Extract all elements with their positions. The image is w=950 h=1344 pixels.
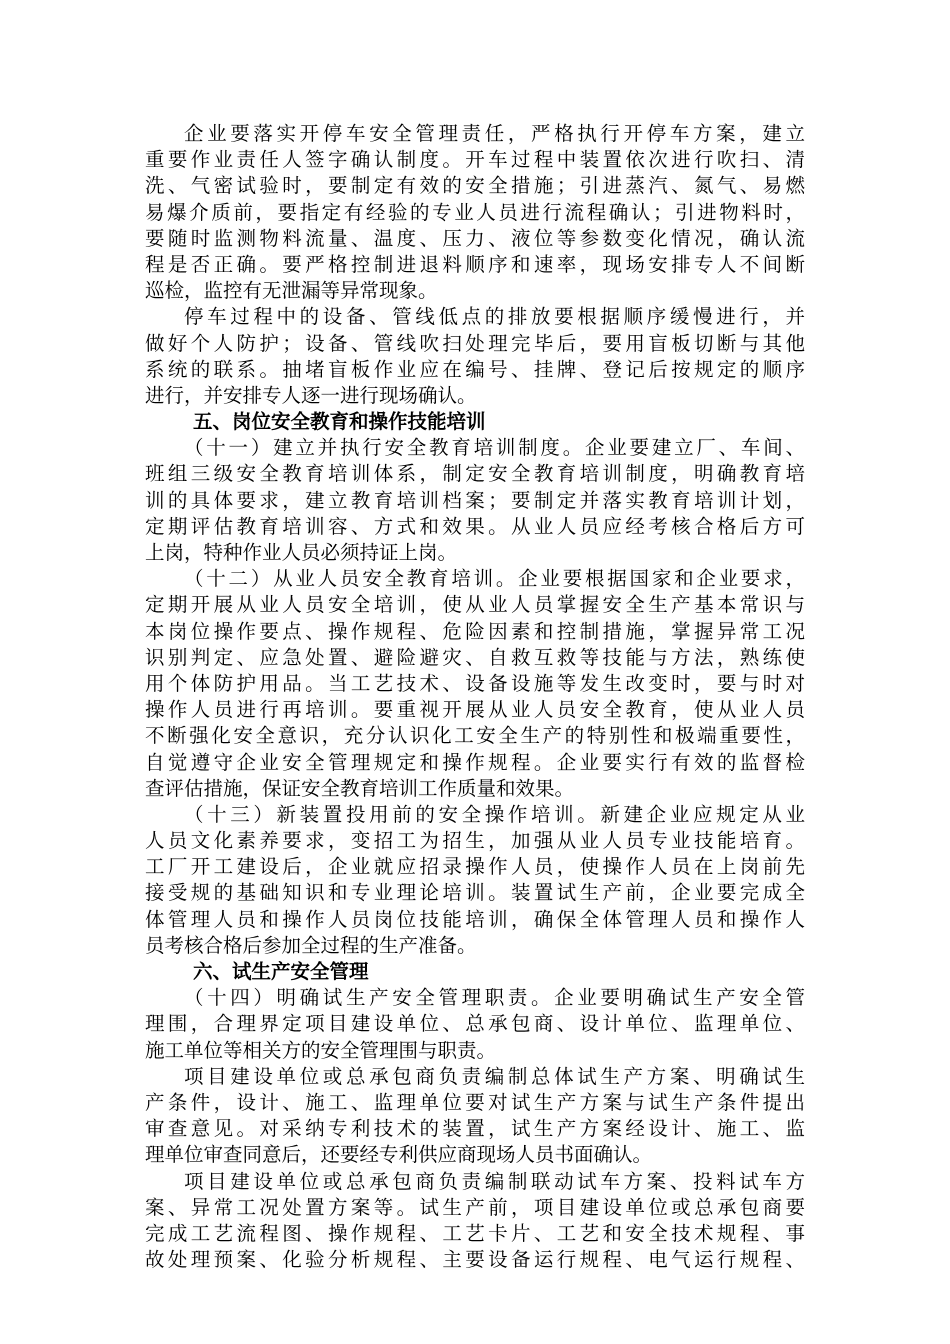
paragraph-line: （十一）建立并执行安全教育培训制度。企业要建立厂、车间、: [184, 436, 805, 460]
paragraph-line: 项目建设单位或总承包商负责编制总体试生产方案、明确试生: [184, 1064, 805, 1088]
paragraph-line: 巡检，监控有无泄漏等异常现象。: [145, 279, 438, 303]
paragraph-line: 做好个人防护；设备、管线吹扫处理完毕后，要用盲板切断与其他: [145, 331, 805, 355]
paragraph-line: 定期评估教育培训容、方式和效果。从业人员应经考核合格后方可: [145, 514, 805, 538]
paragraph-line: 人员文化素养要求，变招工为招生，加强从业人员专业技能培育。: [145, 829, 805, 853]
paragraph-line: （十四）明确试生产安全管理职责。企业要明确试生产安全管: [184, 986, 805, 1010]
paragraph-line: 故处理预案、化验分析规程、主要设备运行规程、电气运行规程、: [145, 1248, 805, 1272]
paragraph-line: 易爆介质前，要指定有经验的专业人员进行流程确认；引进物料时，: [145, 200, 805, 224]
paragraph-line: 班组三级安全教育培训体系，制定安全教育培训制度，明确教育培: [145, 462, 805, 486]
paragraph-line: 用个体防护用品。当工艺技术、设备设施等发生改变时，要与时对: [145, 671, 805, 695]
paragraph-line: 本岗位操作要点、操作规程、危险因素和控制措施，掌握异常工况: [145, 619, 805, 643]
paragraph-line: 项目建设单位或总承包商负责编制联动试车方案、投料试车方: [184, 1169, 805, 1193]
document-body: [145, 121, 805, 1273]
paragraph-line: 操作人员进行再培训。要重视开展从业人员安全教育，使从业人员: [145, 698, 805, 722]
paragraph-line: 工厂开工建设后，企业就应招录操作人员，使操作人员在上岗前先: [145, 855, 805, 879]
paragraph-line: （十二）从业人员安全教育培训。企业要根据国家和企业要求，: [184, 567, 805, 591]
paragraph-line: 完成工艺流程图、操作规程、工艺卡片、工艺和安全技术规程、事: [145, 1221, 805, 1245]
paragraph-line: 系统的联系。抽堵盲板作业应在编号、挂牌、登记后按规定的顺序: [145, 357, 805, 381]
paragraph-line: 自觉遵守企业安全管理规定和操作规程。企业要实行有效的监督检: [145, 750, 805, 774]
paragraph-line: 要随时监测物料流量、温度、压力、液位等参数变化情况，确认流: [145, 226, 805, 250]
section-heading: 六、试生产安全管理: [193, 960, 369, 983]
paragraph-line: 停车过程中的设备、管线低点的排放要根据顺序缓慢进行，并: [184, 305, 805, 329]
section-heading: 五、岗位安全教育和操作技能培训: [193, 410, 486, 434]
paragraph-line: 训的具体要求，建立教育培训档案；要制定并落实教育培训计划，: [145, 488, 805, 512]
paragraph-line: 识别判定、应急处置、避险避灾、自救互救等技能与方法，熟练使: [145, 645, 805, 669]
paragraph-line: 进行，并安排专人逐一进行现场确认。: [145, 383, 477, 407]
paragraph-line: 案、异常工况处置方案等。试生产前，项目建设单位或总承包商要: [145, 1195, 805, 1219]
paragraph-line: 员考核合格后参加全过程的生产准备。: [145, 933, 477, 957]
paragraph-line: 产条件，设计、施工、监理单位要对试生产方案与试生产条件提出: [145, 1090, 805, 1114]
paragraph-line: 洗、气密试验时，要制定有效的安全措施；引进蒸汽、氮气、易燃: [145, 174, 805, 198]
paragraph-line: 不断强化安全意识，充分认识化工安全生产的特别性和极端重要性，: [145, 724, 805, 748]
paragraph-line: 理围，合理界定项目建设单位、总承包商、设计单位、监理单位、: [145, 1012, 805, 1036]
paragraph-line: 接受规的基础知识和专业理论培训。装置试生产前，企业要完成全: [145, 881, 805, 905]
paragraph-line: 上岗，特种作业人员必须持证上岗。: [145, 541, 458, 564]
paragraph-line: 施工单位等相关方的安全管理围与职责。: [145, 1038, 497, 1062]
paragraph-line: 体管理人员和操作人员岗位技能培训，确保全体管理人员和操作人: [145, 907, 805, 931]
paragraph-line: 审查意见。对采纳专利技术的装置，试生产方案经设计、施工、监: [145, 1117, 805, 1141]
paragraph-line: 程是否正确。要严格控制进退料顺序和速率，现场安排专人不间断: [145, 252, 805, 276]
paragraph-line: 理单位审查同意后，还要经专利供应商现场人员书面确认。: [145, 1143, 653, 1167]
paragraph-line: 定期开展从业人员安全培训，使从业人员掌握安全生产基本常识与: [145, 593, 805, 617]
paragraph-line: 企业要落实开停车安全管理责任，严格执行开停车方案，建立: [184, 122, 805, 145]
paragraph-line: 重要作业责任人签字确认制度。开车过程中装置依次进行吹扫、清: [145, 148, 805, 172]
paragraph-line: 查评估措施，保证安全教育培训工作质量和效果。: [145, 776, 575, 800]
paragraph-line: （十三）新装置投用前的安全操作培训。新建企业应规定从业: [184, 802, 805, 826]
